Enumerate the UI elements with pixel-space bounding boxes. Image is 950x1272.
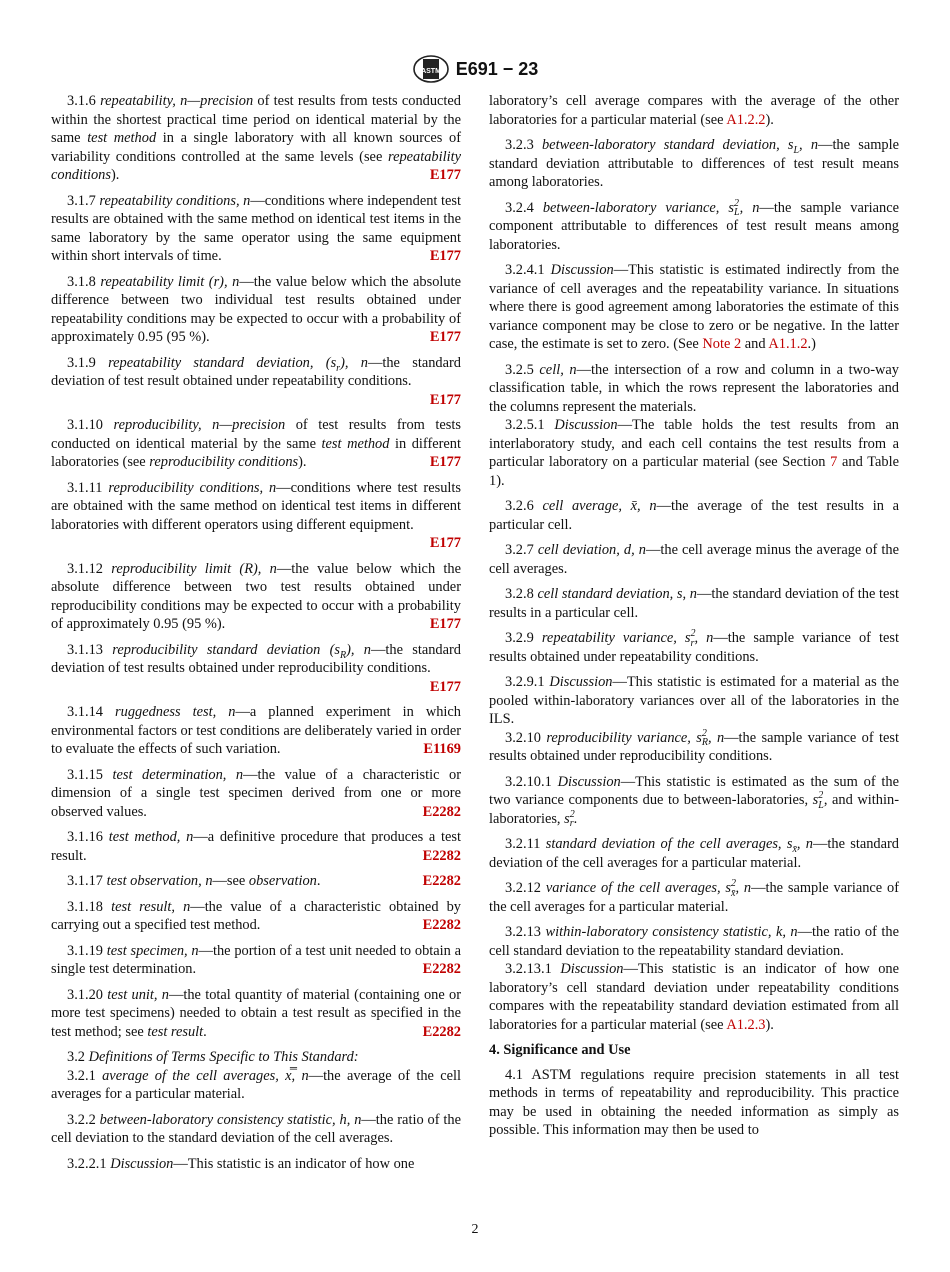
discussion-3-2-9-1: 3.2.9.1 Discussion—This statistic is estimated for a material as the pooled within-laboratory variances over all of the laboratories in the ILS.	[489, 674, 899, 727]
link-note-2[interactable]: Note 2	[702, 336, 742, 352]
definition-3-1-6: 3.1.6 repeatability, n—precision of test results from tests conducted within the shortest practical time period on identical material by the same test method in a single laboratory with all known sources of variability conditions controlled at the same levels (see repeatability conditions). E177	[51, 93, 462, 183]
paragraph-4-1: 4.1 ASTM regulations require precision statements in all test methods in terms of repeatability and reproducibility. This practice may be used in obtaining the needed information as simply as possible. This information may then be used to	[489, 1066, 899, 1138]
definition-3-1-20: 3.1.20 test unit, n—the total quantity of material (containing one or more test specimens) needed to obtain a test result as specified in the test method; see test result. E2282	[51, 986, 461, 1040]
definition-3-2-13: 3.2.13 within-laboratory consistency statistic, k, n—the ratio of the cell standard deviation to the repeatability standard deviation.	[489, 924, 899, 959]
definition-3-1-8: 3.1.8 repeatability limit (r), n—the value below which the absolute difference between two individual test results obtained under repeatability conditions may be expected to occur with a probability of approximately 0.95 (95 %). E177	[51, 273, 462, 345]
reference-link[interactable]: E2282	[422, 917, 461, 933]
reference-link[interactable]: E177	[429, 167, 461, 183]
definition-3-2-7: 3.2.7 cell deviation, d, n—the cell average minus the average of the cell averages.	[489, 542, 899, 577]
link-a1-2-2[interactable]: A1.2.2	[726, 111, 766, 128]
link-a1-1-2[interactable]: A1.1.2	[768, 336, 808, 352]
left-column	[51, 92, 461, 1180]
reference-link[interactable]: E177	[429, 391, 461, 408]
definition-3-2-4: 3.2.4 between-laboratory variance, $s^2_L$, n—the sample variance component attributable to differences of test result means among laboratories.	[489, 197, 899, 253]
definition-3-1-11: 3.1.11 reproducibility conditions, n—conditions where test results are obtained with the same method on identical test items in different laboratories with different operators using different equipment. E177	[51, 479, 461, 551]
astm-logo-icon	[412, 54, 450, 84]
section-4-heading: 4. Significance and Use	[489, 1042, 631, 1058]
reference-link[interactable]: E177	[429, 616, 461, 632]
definition-3-2-2: 3.2.2 between-laboratory consistency statistic, h, n—the ratio of the cell deviation to the standard deviation of the cell averages.	[51, 1111, 461, 1146]
definition-3-1-7: 3.1.7 repeatability conditions, n—conditions where independent test results are obtained with the same method on identical test items in the same laboratory by the same operator using the same equipment within short intervals of time. E177	[51, 192, 461, 264]
reference-link[interactable]: E177	[429, 329, 461, 345]
definition-3-2-3: 3.2.3 between-laboratory standard deviation, $s_L$, n—the sample standard deviation attributable to differences of test result means among laboratories.	[489, 137, 899, 190]
right-column	[489, 92, 899, 1147]
page-header	[0, 54, 950, 89]
definition-3-2-1: 3.2.1 average of the cell averages, x̿, n—the average of the cell averages for a particular material.	[51, 1067, 461, 1102]
discussion-3-2-13-1: 3.2.13.1 Discussion—This statistic is an indicator of how one laboratory’s cell standard deviation under repeatability conditions compares with the repeatability standard deviation estimated from all laboratories for a particular material (see A1.2.3).	[489, 961, 899, 1033]
definition-3-1-12: 3.1.12 reproducibility limit (R), n—the value below which the absolute difference between two test results obtained under reproducibility conditions may be expected to occur with a probability of approximately 0.95 (95 %). E177	[51, 560, 461, 632]
document-id: E691 − 23	[455, 58, 539, 79]
reference-link[interactable]: E2282	[422, 847, 461, 864]
reference-link[interactable]: E177	[429, 248, 461, 264]
section-3-2-heading: 3.2 Definitions of Terms Specific to This Standard:	[67, 1049, 359, 1065]
discussion-3-2-10-1: 3.2.10.1 Discussion—This statistic is estimated as the sum of the two variance components due to between-laboratories, $s^2_L$, and within-laboratories, $s^2_r$.	[489, 773, 899, 830]
definition-3-2-8: 3.2.8 cell standard deviation, s, n—the standard deviation of the test results in a particular cell.	[489, 586, 900, 621]
definition-3-2-6: 3.2.6 cell average, x̄, n—the average of the test results in a particular cell.	[489, 498, 899, 533]
svg-text:ASTM: ASTM	[420, 68, 441, 75]
reference-link[interactable]: E2282	[422, 803, 461, 820]
definition-3-1-9: 3.1.9 repeatability standard deviation, $(s_r)$, n—the standard deviation of test result obtained under repeatability conditions. E177	[51, 354, 461, 408]
definition-3-1-10: 3.1.10 reproducibility, n—precision of test results from tests conducted on identical material by the same test method in different laboratories (see reproducibility conditions). E177	[51, 417, 461, 470]
discussion-3-2-5-1: 3.2.5.1 Discussion—The table holds the test results from an interlaboratory study, and each cell contains the test results from a particular laboratory on a particular material (see Section 7 and Table 1).	[489, 417, 900, 489]
definition-3-2-12: 3.2.12 variance of the cell averages, $s^2_{x̄}$, n—the sample variance of the cell averages for a particular material.	[489, 878, 899, 915]
definition-3-2-9: 3.2.9 repeatability variance, $s^2_r$, n—the sample variance of test results obtained under repeatability conditions.	[489, 628, 900, 665]
definition-3-1-15: 3.1.15 test determination, n—the value of a characteristic or dimension of a single test specimen derived from one or more observed values. E2282	[51, 766, 461, 820]
definition-3-1-14: 3.1.14 ruggedness test, n—a planned experiment in which environmental factors or test conditions are deliberately varied in order to evaluate the effects of such variation. E1169	[51, 704, 461, 757]
reference-link[interactable]: E2282	[422, 1023, 461, 1040]
reference-link[interactable]: E177	[429, 678, 461, 695]
page-number: 2	[471, 1222, 479, 1237]
definition-3-1-16: 3.1.16 test method, n—a definitive procedure that produces a test result. E2282	[51, 829, 461, 864]
discussion-3-2-2-1: 3.2.2.1 Discussion—This statistic is an indicator of how one	[67, 1155, 415, 1172]
link-section-7[interactable]: 7	[830, 454, 838, 470]
definition-3-2-5: 3.2.5 cell, n—the intersection of a row and column in a two-way classification table, in which the rows represent the laboratories and the columns represent the materials.	[489, 361, 899, 415]
definition-3-2-11: 3.2.11 standard deviation of the cell averages, $s_{x̄}$, n—the standard deviation of the cell averages for a particular material.	[489, 836, 900, 871]
definition-3-2-10: 3.2.10 reproducibility variance, $s^2_R$, n—the sample variance of test results obtained under reproducibility conditions.	[489, 727, 899, 764]
reference-link[interactable]: E2282	[422, 873, 461, 889]
definition-3-1-17: 3.1.17 test observation, n—see observation. E2282	[67, 873, 461, 889]
continuation-3-2-2-1: laboratory’s cell average compares with the average of the other laboratories for a particular material (see A1.2.2).	[489, 93, 899, 128]
reference-link[interactable]: E177	[429, 454, 461, 470]
reference-link[interactable]: E177	[429, 535, 461, 551]
definition-3-1-18: 3.1.18 test result, n—the value of a characteristic obtained by carrying out a specified test method. E2282	[51, 898, 461, 933]
definition-3-1-13: 3.1.13 reproducibility standard deviation $(s_R)$, n—the standard deviation of test results obtained under reproducibility conditions. E177	[51, 641, 461, 695]
link-a1-2-3[interactable]: A1.2.3	[726, 1016, 766, 1033]
definition-3-1-19: 3.1.19 test specimen, n—the portion of a test unit needed to obtain a single test determination. E2282	[51, 942, 461, 977]
reference-link[interactable]: E1169	[423, 741, 461, 757]
discussion-3-2-4-1: 3.2.4.1 Discussion—This statistic is estimated indirectly from the variance of cell averages and the repeatability variance. In situations where there is good agreement among laboratories the estimate of this variance component may be close to zero or be negative. In the latter case, the estimate is set to zero. (See Note 2 and A1.1.2.)	[489, 262, 899, 352]
reference-link[interactable]: E2282	[422, 961, 461, 977]
